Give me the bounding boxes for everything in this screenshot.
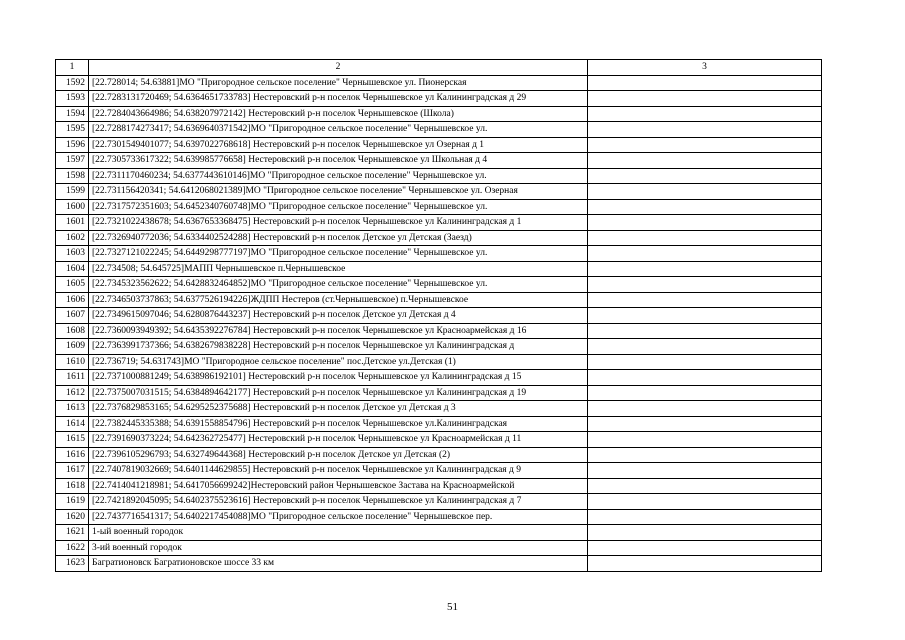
row-number-cell: 1610 bbox=[56, 354, 89, 370]
row-number-cell: 1608 bbox=[56, 323, 89, 339]
row-number-cell: 1594 bbox=[56, 106, 89, 122]
location-cell: [22.734508; 54.645725]МАПП Чернышевское п.Чернышевское bbox=[89, 261, 588, 277]
value-cell bbox=[588, 292, 822, 308]
table-row bbox=[56, 292, 822, 308]
value-cell bbox=[588, 401, 822, 417]
value-cell bbox=[588, 323, 822, 339]
row-number-cell: 1595 bbox=[56, 122, 89, 138]
location-cell: [22.7391690373224; 54.642362725477] Нестеровский р-н поселок Чернышевское ул Красноармейская д 11 bbox=[89, 432, 588, 448]
table-row bbox=[56, 168, 822, 184]
location-cell: [22.7414041218981; 54.6417056699242]Нестеровский район Чернышевское Застава на Красноармейской bbox=[89, 478, 588, 494]
row-number-cell: 1616 bbox=[56, 447, 89, 463]
row-number-cell: 1604 bbox=[56, 261, 89, 277]
table-row bbox=[56, 75, 822, 91]
location-cell: [22.736719; 54.631743]МО "Пригородное сельское поселение" пос.Детское ул.Детская (1) bbox=[89, 354, 588, 370]
table-row bbox=[56, 354, 822, 370]
value-cell bbox=[588, 416, 822, 432]
row-number-cell: 1611 bbox=[56, 370, 89, 386]
value-cell bbox=[588, 540, 822, 556]
row-number-cell: 1613 bbox=[56, 401, 89, 417]
table-row bbox=[56, 385, 822, 401]
row-number-cell: 1617 bbox=[56, 463, 89, 479]
value-cell bbox=[588, 230, 822, 246]
row-number-cell: 1601 bbox=[56, 215, 89, 231]
table-row bbox=[56, 122, 822, 138]
value-cell bbox=[588, 199, 822, 215]
table-row bbox=[56, 184, 822, 200]
row-number-cell: 1606 bbox=[56, 292, 89, 308]
table-row bbox=[56, 494, 822, 510]
table-row bbox=[56, 215, 822, 231]
row-number-cell: 1609 bbox=[56, 339, 89, 355]
value-cell bbox=[588, 432, 822, 448]
row-number-cell: 1621 bbox=[56, 525, 89, 541]
value-cell bbox=[588, 261, 822, 277]
row-number-cell: 1600 bbox=[56, 199, 89, 215]
row-number-cell: 1598 bbox=[56, 168, 89, 184]
location-cell: [22.7326940772036; 54.6334402524288] Нестеровский р-н поселок Детское ул Детская (Заезд) bbox=[89, 230, 588, 246]
row-number-cell: 1605 bbox=[56, 277, 89, 293]
location-cell: [22.7301549401077; 54.6397022768618] Нестеровский р-н поселок Чернышевское ул Озерная д 1 bbox=[89, 137, 588, 153]
table-body bbox=[56, 60, 822, 572]
row-number-cell: 1615 bbox=[56, 432, 89, 448]
row-number-cell: 1618 bbox=[56, 478, 89, 494]
value-cell bbox=[588, 463, 822, 479]
value-cell bbox=[588, 153, 822, 169]
location-cell: [22.7305733617322; 54.639985776658] Нестеровский р-н поселок Чернышевское ул Школьная д 4 bbox=[89, 153, 588, 169]
location-cell: [22.7311170460234; 54.6377443610146]МО "Пригородное сельское поселение" Чернышевское ул. bbox=[89, 168, 588, 184]
value-cell bbox=[588, 91, 822, 107]
table-row bbox=[56, 540, 822, 556]
row-number-cell: 1607 bbox=[56, 308, 89, 324]
value-cell bbox=[588, 277, 822, 293]
table-row bbox=[56, 230, 822, 246]
row-number-cell: 1592 bbox=[56, 75, 89, 91]
table-row bbox=[56, 246, 822, 262]
value-cell bbox=[588, 339, 822, 355]
table-row bbox=[56, 339, 822, 355]
value-cell bbox=[588, 75, 822, 91]
page-number: 51 bbox=[447, 601, 458, 613]
location-cell: 3-ий военный городок bbox=[89, 540, 588, 556]
value-cell bbox=[588, 509, 822, 525]
location-cell: [22.7284043664986; 54.638207972142] Нестеровский р-н поселок Чернышевское (Школа) bbox=[89, 106, 588, 122]
location-cell: [22.7317572351603; 54.6452340760748]МО "Пригородное сельское поселение" Чернышевское ул. bbox=[89, 199, 588, 215]
row-number-cell: 1593 bbox=[56, 91, 89, 107]
value-cell bbox=[588, 137, 822, 153]
location-cell: [22.7363991737366; 54.6382679838228] Нестеровский р-н поселок Чернышевское ул Калининградская д bbox=[89, 339, 588, 355]
row-number-cell: 1623 bbox=[56, 556, 89, 572]
location-cell: [22.7376829853165; 54.6295252375688] Нестеровский р-н поселок Детское ул Детская д 3 bbox=[89, 401, 588, 417]
location-cell: [22.7371000881249; 54.638986192101] Нестеровский р-н поселок Чернышевское ул Калининградская д 15 bbox=[89, 370, 588, 386]
value-cell bbox=[588, 215, 822, 231]
row-number-cell: 1597 bbox=[56, 153, 89, 169]
table-row bbox=[56, 401, 822, 417]
location-cell: [22.7349615097046; 54.6280876443237] Нестеровский р-н поселок Детское ул Детская д 4 bbox=[89, 308, 588, 324]
location-cell: [22.7327121022245; 54.6449298777197]МО "Пригородное сельское поселение" Чернышевское ул. bbox=[89, 246, 588, 262]
value-cell bbox=[588, 556, 822, 572]
location-cell: [22.7396105296793; 54.632749644368] Нестеровский р-н поселок Детское ул Детская (2) bbox=[89, 447, 588, 463]
location-cell: [22.728014; 54.63881]МО "Пригородное сельское поселение" Чернышевское ул. Пионерская bbox=[89, 75, 588, 91]
location-cell: [22.7382445335388; 54.6391558854796] Нестеровский р-н поселок Чернышевское ул.Калининградская bbox=[89, 416, 588, 432]
table-row bbox=[56, 261, 822, 277]
table-row bbox=[56, 525, 822, 541]
table-row bbox=[56, 106, 822, 122]
table-row bbox=[56, 447, 822, 463]
table-row bbox=[56, 91, 822, 107]
value-cell bbox=[588, 494, 822, 510]
table-row bbox=[56, 432, 822, 448]
table-row bbox=[56, 556, 822, 572]
row-number-cell: 1599 bbox=[56, 184, 89, 200]
table-row bbox=[56, 137, 822, 153]
row-number-cell: 1614 bbox=[56, 416, 89, 432]
row-number-cell: 1619 bbox=[56, 494, 89, 510]
row-number-cell: 1602 bbox=[56, 230, 89, 246]
value-cell bbox=[588, 246, 822, 262]
location-cell: [22.7346503737863; 54.6377526194226]ЖДПП Нестеров (ст.Чернышевское) п.Чернышевское bbox=[89, 292, 588, 308]
row-number-cell: 1620 bbox=[56, 509, 89, 525]
location-cell: [22.731156420341; 54.6412068021389]МО "Пригородное сельское поселение" Чернышевское ул. Озерная bbox=[89, 184, 588, 200]
table-row bbox=[56, 323, 822, 339]
header-cell-1: 1 bbox=[56, 60, 89, 76]
table-row bbox=[56, 199, 822, 215]
table-row bbox=[56, 308, 822, 324]
value-cell bbox=[588, 168, 822, 184]
value-cell bbox=[588, 385, 822, 401]
value-cell bbox=[588, 447, 822, 463]
row-number-cell: 1612 bbox=[56, 385, 89, 401]
header-cell-3: 3 bbox=[588, 60, 822, 76]
table-row bbox=[56, 277, 822, 293]
location-cell: [22.7360093949392; 54.6435392276784] Нестеровский р-н поселок Чернышевское ул Красноармейская д 16 bbox=[89, 323, 588, 339]
value-cell bbox=[588, 525, 822, 541]
data-table bbox=[55, 59, 822, 572]
header-cell-2: 2 bbox=[89, 60, 588, 76]
value-cell bbox=[588, 122, 822, 138]
value-cell bbox=[588, 184, 822, 200]
location-cell: [22.7321022438678; 54.6367653368475] Нестеровский р-н поселок Чернышевское ул Калининградская д 1 bbox=[89, 215, 588, 231]
table-row bbox=[56, 416, 822, 432]
location-cell: [22.7421892045095; 54.6402375523616] Нестеровский р-н поселок Чернышевское ул Калининградская д 7 bbox=[89, 494, 588, 510]
location-cell: [22.7283131720469; 54.6364651733783] Нестеровский р-н поселок Чернышевское ул Калининградская д 29 bbox=[89, 91, 588, 107]
location-cell: [22.7345323562622; 54.6428832464852]МО "Пригородное сельское поселение" Чернышевское ул. bbox=[89, 277, 588, 293]
row-number-cell: 1596 bbox=[56, 137, 89, 153]
value-cell bbox=[588, 354, 822, 370]
location-cell: [22.7288174273417; 54.6369640371542]МО "Пригородное сельское поселение" Чернышевское ул. bbox=[89, 122, 588, 138]
table-row bbox=[56, 478, 822, 494]
value-cell bbox=[588, 308, 822, 324]
location-cell: Багратионовск Багратионовское шоссе 33 км bbox=[89, 556, 588, 572]
location-cell: [22.7407819032669; 54.6401144629855] Нестеровский р-н поселок Чернышевское ул Калининградская д 9 bbox=[89, 463, 588, 479]
value-cell bbox=[588, 478, 822, 494]
value-cell bbox=[588, 106, 822, 122]
table-row bbox=[56, 370, 822, 386]
table-row bbox=[56, 509, 822, 525]
location-cell: [22.7437716541317; 54.6402217454088]МО "Пригородное сельское поселение" Чернышевское пер. bbox=[89, 509, 588, 525]
table-header-row bbox=[56, 60, 822, 76]
location-cell: 1-ый военный городок bbox=[89, 525, 588, 541]
table-row bbox=[56, 463, 822, 479]
table-row bbox=[56, 153, 822, 169]
location-cell: [22.7375007031515; 54.6384894642177] Нестеровский р-н поселок Чернышевское ул Калининградская д 19 bbox=[89, 385, 588, 401]
row-number-cell: 1603 bbox=[56, 246, 89, 262]
value-cell bbox=[588, 370, 822, 386]
row-number-cell: 1622 bbox=[56, 540, 89, 556]
